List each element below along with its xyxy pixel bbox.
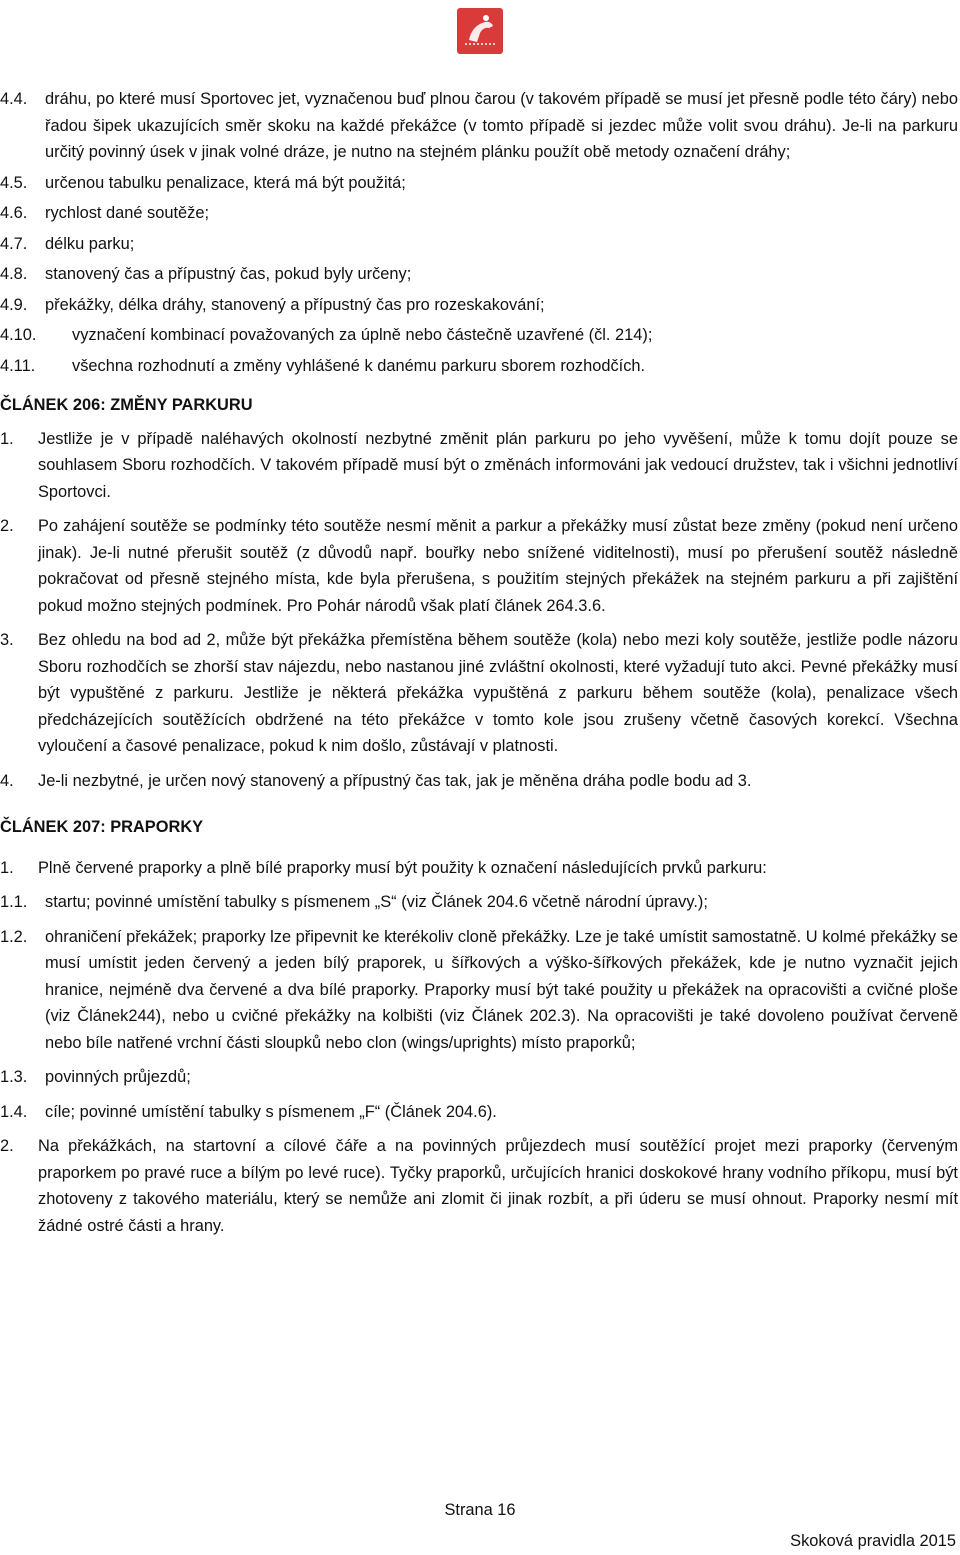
item-number: 2. bbox=[0, 517, 14, 535]
list-item bbox=[0, 170, 960, 197]
item-text: cíle; povinné umístění tabulky s písmenem „F“ (Článek 204.6). bbox=[45, 1102, 497, 1121]
article-207-heading: ČLÁNEK 207: PRAPORKY bbox=[0, 818, 204, 836]
item-text: povinných průjezdů; bbox=[45, 1068, 191, 1086]
list-item bbox=[0, 261, 960, 288]
item-text: všechna rozhodnutí a změny vyhlášené k danému parkuru sborem rozhodčích. bbox=[72, 356, 646, 375]
item-text: Jestliže je v případě naléhavých okolností nezbytné změnit plán parkuru po jeho vyvěšení, může k tomu dojít pouze se souhlasem Sboru rozhodčích. V takovém případě musí být o změnách informováni jak vedoucí družstev, tak i všichni jednotliví Sportovci. bbox=[38, 429, 958, 501]
page-number: Strana 16 bbox=[444, 1501, 516, 1519]
list-item bbox=[0, 513, 960, 619]
item-number: 1.1. bbox=[0, 893, 28, 911]
list-item bbox=[0, 200, 960, 227]
list-item bbox=[0, 627, 960, 760]
item-number: 1. bbox=[0, 429, 14, 448]
list-item bbox=[0, 353, 960, 380]
item-number: 1.2. bbox=[0, 927, 28, 946]
item-text: ohraničení překážek; praporky lze připevnit ke kterékoliv cloně překážky. Lze je také umístit samostatně. U kolmé překážky se musí umístit jeden červený a jeden bílý praporek, u šířkových a výško-šířkových překážek, kde je nutno vyznačit jejich hranice, nejméně dva červené a dva bílé praporky. Praporky musí být také použity u překážek na opracovišti a cvičné ploše (viz Článek244), nebo u cvičné překážky na kolbišti (viz Článek 202.3). Na opracovišti je také dovoleno používat červeně nebo bíle natřené vrchní části sloupků nebo clon (wings/uprights) místo praporků; bbox=[45, 927, 958, 1052]
federation-logo-icon bbox=[455, 6, 505, 56]
item-number: 4.4. bbox=[0, 90, 28, 108]
item-text: vyznačení kombinací považovaných za úplně nebo částečně uzavřené (čl. 214); bbox=[72, 326, 653, 344]
list-item bbox=[0, 292, 960, 319]
list-item bbox=[0, 855, 960, 882]
list-item bbox=[0, 1064, 960, 1091]
list-item bbox=[0, 768, 960, 795]
list-item bbox=[0, 1133, 960, 1239]
item-number: 4.9. bbox=[0, 295, 28, 314]
item-text: startu; povinné umístění tabulky s písmenem „S“ (viz Článek 204.6 včetně národní úpravy.); bbox=[45, 893, 708, 911]
item-text: Bez ohledu na bod ad 2, může být překážka přemístěna během soutěže (kola) nebo mezi koly soutěže, jestliže podle názoru Sboru rozhodčích se zhorší stav nájezdu, nebo nastanou jiné zvláštní okolnosti, které vyžadují tuto akci. Pevné překážky musí být vypuštěné z parkuru. Jestliže je některá překážka vypuštěná z parkuru během soutěže (kola), penalizace všech předcházejících soutěžících obdržené na této překážce v tomto kole jsou zrušeny včetně časových korekcí. Všechna vyloučení a časové penalizace, pokud k nim došlo, zůstávají v platnosti. bbox=[38, 631, 958, 755]
item-text: Po zahájení soutěže se podmínky této soutěže nesmí měnit a parkur a překážky musí zůstat beze změny (pokud není určeno jinak). Je-li nutné přerušit soutěž (z důvodů např. bouřky nebo snížené viditelnosti), musí po přerušení soutěž následně pokračovat od přesně stejného místa, kde byla přerušena, s použitím stejných překážek na stejném parkuru a při zajištění pokud možno stejných podmínek. Pro Pohár národů však platí článek 264.3.6. bbox=[38, 517, 958, 615]
item-number: 2. bbox=[0, 1137, 14, 1155]
article-207-list bbox=[0, 855, 960, 1240]
item-number: 4.6. bbox=[0, 204, 28, 222]
item-text: Je-li nezbytné, je určen nový stanovený a přípustný čas tak, jak je měněna dráha podle bodu ad 3. bbox=[38, 771, 752, 790]
article-206-heading: ČLÁNEK 206: ZMĚNY PARKURU bbox=[0, 396, 253, 414]
list-item bbox=[0, 924, 960, 1057]
document-footer-title: Skoková pravidla 2015 bbox=[790, 1532, 956, 1550]
item-text: určenou tabulku penalizace, která má být použitá; bbox=[45, 173, 406, 192]
item-number: 3. bbox=[0, 631, 14, 649]
list-item bbox=[0, 1099, 960, 1126]
item-text: dráhu, po které musí Sportovec jet, vyznačenou buď plnou čarou (v takovém případě se musí jet přesně podle této čáry) nebo řadou šipek ukazujících směr skoku na každé překážce (v tomto případě si jezdec může volit svou dráhu). Je-li na parkuru určitý povinný úsek v jinak volné dráze, je nutno na stejném plánku použít obě metody označení dráhy; bbox=[45, 90, 958, 161]
article-206-list bbox=[0, 426, 960, 795]
section-4-list bbox=[0, 86, 960, 379]
item-number: 4.5. bbox=[0, 173, 28, 192]
list-item bbox=[0, 322, 960, 349]
item-number: 4.8. bbox=[0, 265, 28, 283]
item-number: 1.3. bbox=[0, 1068, 28, 1086]
item-number: 4.10. bbox=[0, 326, 37, 344]
item-text: Na překážkách, na startovní a cílové čáře a na povinných průjezdech musí soutěžící projet mezi praporky (červeným praporkem po pravé ruce a bílým po levé ruce). Tyčky praporků, určujících hranici doskokové hrany vodního příkopu, musí být zhotoveny z takového materiálu, který se nemůže ani zlomit či jinak rozbít, a při úderu se musí ohnout. Praporky nesmí mít žádné ostré části a hrany. bbox=[38, 1137, 958, 1235]
item-number: 4.7. bbox=[0, 234, 28, 253]
item-number: 4. bbox=[0, 771, 14, 790]
list-item bbox=[0, 231, 960, 258]
item-number: 1. bbox=[0, 858, 14, 877]
item-text: překážky, délka dráhy, stanovený a přípustný čas pro rozeskakování; bbox=[45, 295, 545, 314]
item-number: 1.4. bbox=[0, 1102, 28, 1121]
item-text: délku parku; bbox=[45, 234, 135, 253]
list-item bbox=[0, 889, 960, 916]
list-item bbox=[0, 426, 960, 506]
list-item bbox=[0, 86, 960, 166]
item-text: rychlost dané soutěže; bbox=[45, 204, 210, 222]
item-text: Plně červené praporky a plně bílé praporky musí být použity k označení následujících prvků parkuru: bbox=[38, 858, 767, 877]
item-text: stanovený čas a přípustný čas, pokud byly určeny; bbox=[45, 265, 412, 283]
item-number: 4.11. bbox=[0, 356, 36, 375]
document-body bbox=[0, 86, 960, 1239]
